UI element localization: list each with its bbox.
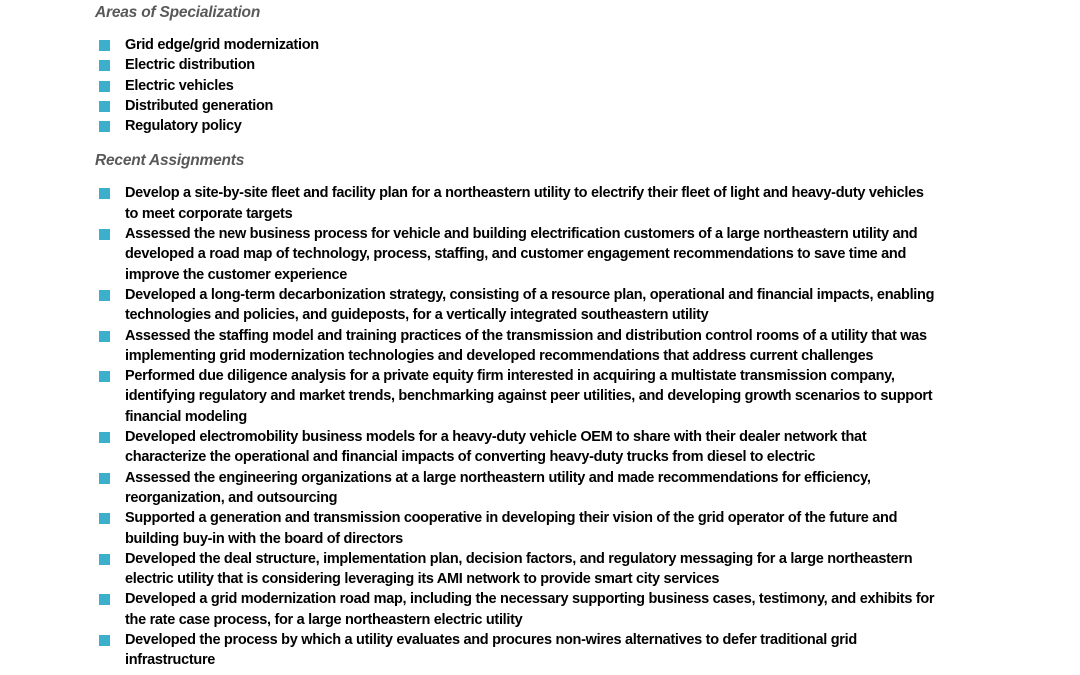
list-item: [95, 326, 938, 367]
section-heading-areas-of-specialization: Areas of Specialization: [95, 4, 261, 21]
list-item-text: Electric distribution: [125, 57, 255, 74]
list-item-text: Developed the deal structure, implementation plan, decision factors, and regulatory messaging for a large northeastern electric utility that is considering leveraging its AMI network to provide smart city services: [125, 550, 913, 588]
bullet-square-icon: [99, 513, 110, 524]
bullet-square-icon: [99, 635, 110, 646]
list-item: [95, 96, 938, 116]
list-item-text: Developed a long-term decarbonization strategy, consisting of a resource plan, operational and financial impacts, enabling technologies and policies, and guideposts, for a vertically integrated southeastern utility: [125, 286, 935, 324]
bullet-square-icon: [99, 81, 110, 92]
list-item-text: Regulatory policy: [125, 118, 242, 135]
bullet-square-icon: [99, 229, 110, 240]
list-item-text: Grid edge/grid modernization: [125, 37, 319, 53]
list-item: [95, 468, 938, 509]
list-item-text: Distributed generation: [125, 97, 274, 114]
list-item-text: Developed the process by which a utility evaluates and procures non-wires alternatives to defer traditional grid infrastructure: [125, 632, 857, 669]
list-item: [95, 508, 938, 549]
bullet-square-icon: [99, 188, 110, 199]
bullet-square-icon: [99, 290, 110, 301]
list-item: [95, 183, 938, 224]
bullet-square-icon: [99, 594, 110, 605]
section-heading-recent-assignments: Recent Assignments: [95, 152, 245, 170]
list-item-text: Supported a generation and transmission cooperative in developing their vision of the grid operator of the future and building buy-in with the board of directors: [125, 510, 898, 547]
bullet-square-icon: [99, 371, 110, 382]
list-item-text: Performed due diligence analysis for a private equity firm interested in acquiring a multistate transmission company, identifying regulatory and market trends, benchmarking against peer utilities, and developing growth scenarios to support financial modeling: [125, 368, 933, 425]
list-item-text: Assessed the staffing model and training practices of the transmission and distribution control rooms of a utility that was implementing grid modernization technologies and developed recommendations that address current challenges: [125, 327, 927, 364]
list-item: [95, 55, 938, 75]
list-item-text: Assessed the engineering organizations at a large northeastern utility and made recommendations for efficiency, reorganization, and outsourcing: [125, 469, 871, 506]
list-item: [95, 630, 938, 671]
bullet-square-icon: [99, 121, 110, 132]
list-item: [95, 224, 938, 285]
bullet-square-icon: [99, 331, 110, 342]
bullet-square-icon: [99, 40, 110, 51]
list-item-text: Assessed the new business process for vehicle and building electrification customers of a large northeastern utility and developed a road map of technology, process, staffing, and customer engagement recommendations to save time and improve the customer experience: [125, 226, 918, 283]
list-item: [95, 366, 938, 427]
specialization-list: [95, 35, 938, 136]
recent-assignments-list: [95, 183, 938, 670]
bullet-square-icon: [99, 101, 110, 112]
bullet-square-icon: [99, 60, 110, 71]
list-item: [95, 116, 938, 136]
list-item: [95, 285, 938, 326]
list-item: [95, 549, 938, 590]
bullet-square-icon: [99, 432, 110, 443]
list-item: [95, 589, 938, 630]
list-item-text: Developed electromobility business models for a heavy-duty vehicle OEM to share with their dealer network that characterize the operational and financial impacts of converting heavy-duty trucks from diesel to electric: [125, 429, 867, 466]
bullet-square-icon: [99, 554, 110, 565]
bullet-square-icon: [99, 473, 110, 484]
list-item: [95, 76, 938, 96]
list-item-text: Developed a grid modernization road map, including the necessary supporting business cases, testimony, and exhibits for the rate case process, for a large northeastern electric utility: [125, 591, 935, 628]
list-item: [95, 427, 938, 468]
list-item-text: Develop a site-by-site fleet and facility plan for a northeastern utility to electrify their fleet of light and heavy-duty vehicles to meet corporate targets: [125, 185, 924, 222]
list-item-text: Electric vehicles: [125, 77, 234, 94]
list-item: [95, 35, 938, 55]
